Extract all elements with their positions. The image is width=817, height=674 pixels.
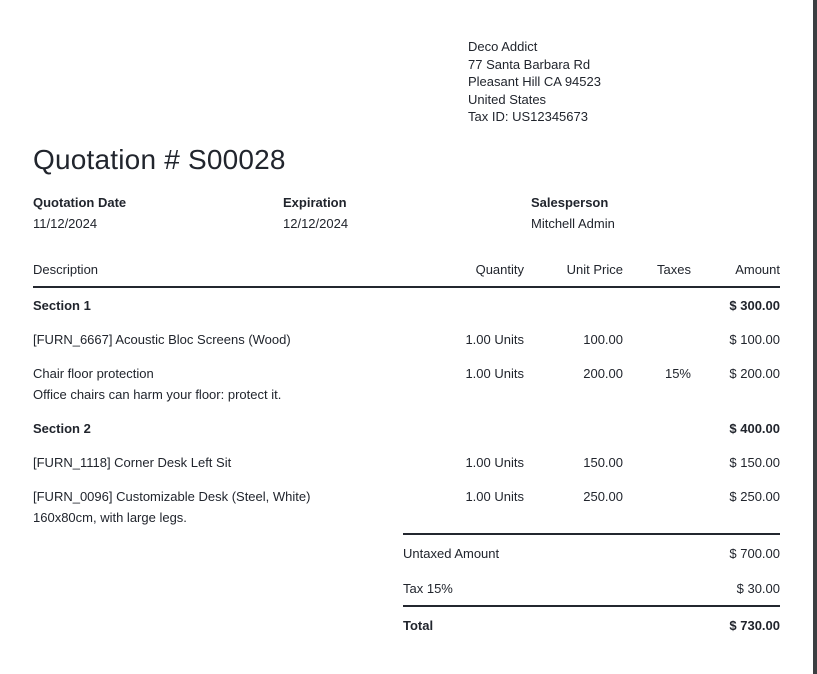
header-amount: Amount <box>691 259 780 287</box>
totals-block <box>403 533 780 642</box>
total-value: $ 730.00 <box>729 618 780 633</box>
product-taxes <box>623 479 691 534</box>
product-description: Chair floor protection <box>33 366 154 381</box>
quotation-info-row <box>33 192 780 234</box>
company-tax-id: Tax ID: US12345673 <box>468 109 588 124</box>
product-unit-price: 250.00 <box>583 489 623 504</box>
info-quotation-date <box>33 192 283 234</box>
quotation-lines-table <box>33 259 780 534</box>
product-amount: $ 150.00 <box>729 455 780 470</box>
product-quantity: 1.00 Units <box>465 455 524 470</box>
table-row-section <box>33 287 780 322</box>
product-note: 160x80cm, with large legs. <box>33 510 187 525</box>
salesperson-label: Salesperson <box>531 195 609 210</box>
product-quantity: 1.00 Units <box>465 332 524 347</box>
untaxed-amount-label: Untaxed Amount <box>403 546 500 561</box>
company-country: United States <box>468 91 547 107</box>
quotation-title: Quotation # S00028 <box>33 144 286 175</box>
untaxed-amount-value: $ 700.00 <box>729 546 780 561</box>
totals-row-tax <box>403 570 780 605</box>
info-salesperson <box>531 192 780 234</box>
expiration-label: Expiration <box>283 195 347 210</box>
expiration-value: 12/12/2024 <box>283 216 349 231</box>
product-taxes <box>623 445 691 479</box>
company-city: Pleasant Hill CA 94523 <box>468 74 601 89</box>
company-name: Deco Addict <box>468 39 538 54</box>
product-unit-price: 200.00 <box>583 366 623 381</box>
product-unit-price: 150.00 <box>583 455 623 470</box>
header-unit-price: Unit Price <box>524 259 623 287</box>
product-description: [FURN_1118] Corner Desk Left Sit <box>33 455 232 470</box>
section-name: Section 2 <box>33 421 91 436</box>
salesperson-value: Mitchell Admin <box>531 216 615 231</box>
product-amount: $ 250.00 <box>729 489 780 504</box>
total-label: Total <box>403 618 434 633</box>
product-description: [FURN_6667] Acoustic Bloc Screens (Wood) <box>33 332 291 347</box>
product-taxes <box>623 322 691 356</box>
page-right-edge <box>813 0 817 674</box>
totals-row-total <box>403 605 780 642</box>
table-row-product <box>33 356 780 411</box>
info-expiration <box>283 192 531 234</box>
table-row-product <box>33 322 780 356</box>
section-amount: $ 300.00 <box>729 298 780 313</box>
tax-value: $ 30.00 <box>736 581 780 596</box>
tax-label: Tax 15% <box>403 581 453 596</box>
header-description: Description <box>33 259 420 287</box>
table-row-section <box>33 411 780 445</box>
product-unit-price: 100.00 <box>583 332 623 347</box>
company-address-block <box>468 38 601 126</box>
company-street: 77 Santa Barbara Rd <box>468 56 591 72</box>
product-amount: $ 100.00 <box>729 332 780 347</box>
product-quantity: 1.00 Units <box>465 366 524 381</box>
product-amount: $ 200.00 <box>729 366 780 381</box>
product-description: [FURN_0096] Customizable Desk (Steel, White) <box>33 489 311 504</box>
quotation-date-value: 11/12/2024 <box>33 216 98 231</box>
product-taxes: 15% <box>664 366 691 381</box>
product-quantity: 1.00 Units <box>465 489 524 504</box>
table-header-row <box>33 259 780 287</box>
quotation-date-label: Quotation Date <box>33 195 127 210</box>
totals-row-untaxed <box>403 535 780 570</box>
header-quantity: Quantity <box>420 259 524 287</box>
header-taxes: Taxes <box>623 259 691 287</box>
section-amount: $ 400.00 <box>729 421 780 436</box>
product-note: Office chairs can harm your floor: protect it. <box>33 387 282 402</box>
section-name: Section 1 <box>33 298 91 313</box>
table-row-product <box>33 445 780 479</box>
table-row-product <box>33 479 780 534</box>
